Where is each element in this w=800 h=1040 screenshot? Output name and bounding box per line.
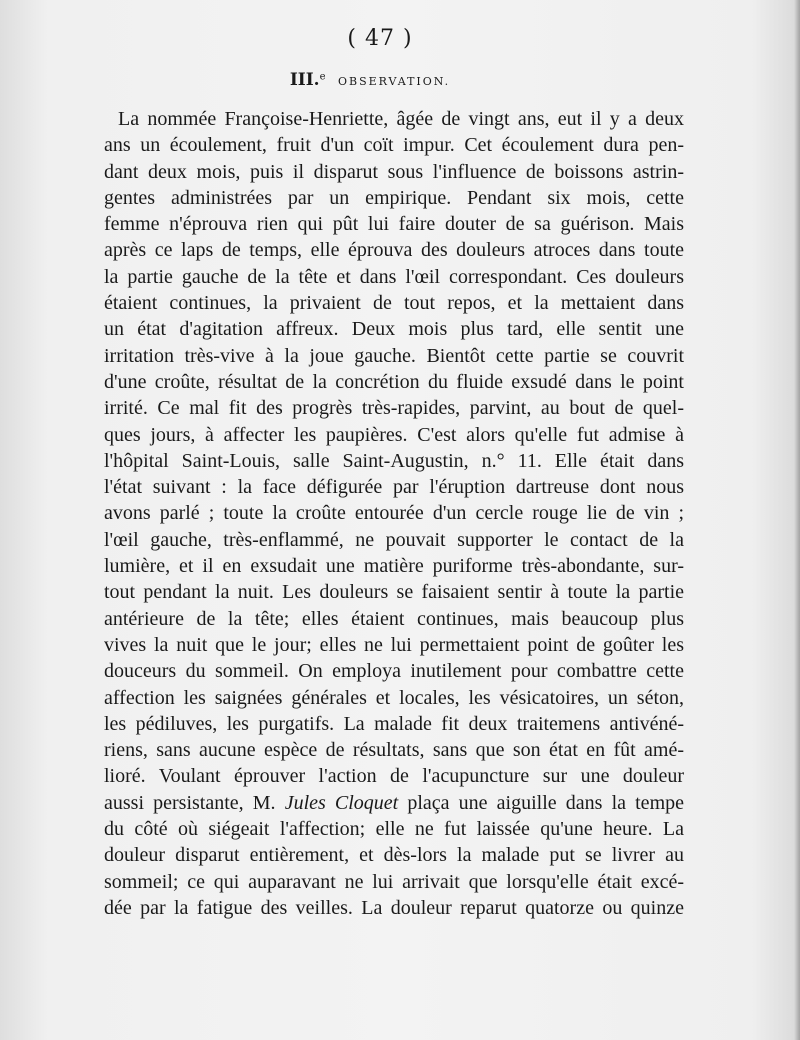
text-line: l'œil gauche, très-enflammé, ne pouvait supporter le contact de la bbox=[104, 528, 684, 551]
text-line: du côté où siégeait l'affection; elle ne fut laissée qu'une heure. La bbox=[104, 818, 684, 841]
section-heading bbox=[0, 70, 740, 90]
page-spine-shadow bbox=[794, 0, 800, 1040]
text-line: l'hôpital Saint-Louis, salle Saint-Augustin, n.° 11. Elle était dans bbox=[104, 449, 684, 472]
text-line: La nommée Françoise-Henriette, âgée de vingt ans, eut il y a deux bbox=[118, 108, 684, 130]
text-line: un état d'agitation affreux. Deux mois plus tard, elle sentit une bbox=[104, 318, 684, 341]
heading-roman: III. bbox=[289, 70, 320, 90]
text-line: la partie gauche de la tête et dans l'œil correspondant. Ces douleurs bbox=[104, 265, 684, 288]
text-line: lumière, et il en exsudait une matière puriforme très-abondante, sur- bbox=[104, 555, 684, 578]
text-line: femme n'éprouva rien qui pût lui faire douter de sa guérison. Mais bbox=[104, 213, 684, 236]
body-text bbox=[104, 106, 684, 921]
text-line: les pédiluves, les purgatifs. La malade fit deux traitemens antivéné- bbox=[104, 712, 684, 735]
text-line: antérieure de la tête; elles étaient continues, mais beaucoup plus bbox=[104, 607, 684, 630]
text-line: d'une croûte, résultat de la concrétion du fluide exsudé dans le point bbox=[104, 370, 684, 393]
text-line: gentes administrées par un empirique. Pendant six mois, cette bbox=[104, 186, 684, 209]
text-line: l'état suivant : la face défigurée par l'éruption dartreuse dont nous bbox=[104, 476, 684, 499]
text-line: avons parlé ; toute la croûte entourée d'un cercle rouge lie de vin ; bbox=[104, 502, 684, 525]
page-number: ( 47 ) bbox=[347, 26, 413, 51]
heading-word: OBSERVATION. bbox=[337, 75, 451, 88]
text-line: douleur disparut entièrement, et dès-lors la malade put se livrer au bbox=[104, 844, 684, 867]
text-line: tout pendant la nuit. Les douleurs se faisaient sentir à toute la partie bbox=[104, 581, 684, 604]
text-line: après ce laps de temps, elle éprouva des douleurs atroces dans toute bbox=[104, 239, 684, 262]
text-line: sommeil; ce qui auparavant ne lui arrivait que lorsqu'elle était excé- bbox=[104, 870, 684, 893]
text-line: dée par la fatigue des veilles. La douleur reparut quatorze ou quinze bbox=[104, 896, 684, 919]
text-line: irrité. Ce mal fit des progrès très-rapides, parvint, au bout de quel- bbox=[104, 397, 684, 420]
text-line: riens, sans aucune espèce de résultats, sans que son état en fût amé- bbox=[104, 739, 684, 762]
text-line: affection les saignées générales et locales, les vésicatoires, un séton, bbox=[104, 686, 684, 709]
text-segment: aussi persistante, M. bbox=[104, 791, 285, 814]
heading-sup: e bbox=[319, 71, 327, 83]
text-segment: plaça une aiguille dans la tempe bbox=[398, 791, 684, 814]
text-line: irritation très-vive à la joue gauche. Bientôt cette partie se couvrit bbox=[104, 344, 684, 367]
text-line: dant deux mois, puis il disparut sous l'influence de boissons astrin- bbox=[104, 160, 684, 183]
italic-name: Jules Cloquet bbox=[284, 791, 399, 814]
text-line: douceurs du sommeil. On employa inutilement pour combattre cette bbox=[104, 660, 684, 683]
text-line: vives la nuit que le jour; elles ne lui permettaient point de goûter les bbox=[104, 633, 684, 656]
text-line-with-italic bbox=[104, 790, 684, 816]
text-line: étaient continues, la privaient de tout repos, et la mettaient dans bbox=[104, 292, 684, 315]
text-line: ques jours, à affecter les paupières. C'est alors qu'elle fut admise à bbox=[104, 423, 684, 446]
text-line: lioré. Voulant éprouver l'action de l'acupuncture sur une douleur bbox=[104, 765, 684, 788]
text-line: ans un écoulement, fruit d'un coït impur. Cet écoulement dura pen- bbox=[104, 134, 684, 157]
